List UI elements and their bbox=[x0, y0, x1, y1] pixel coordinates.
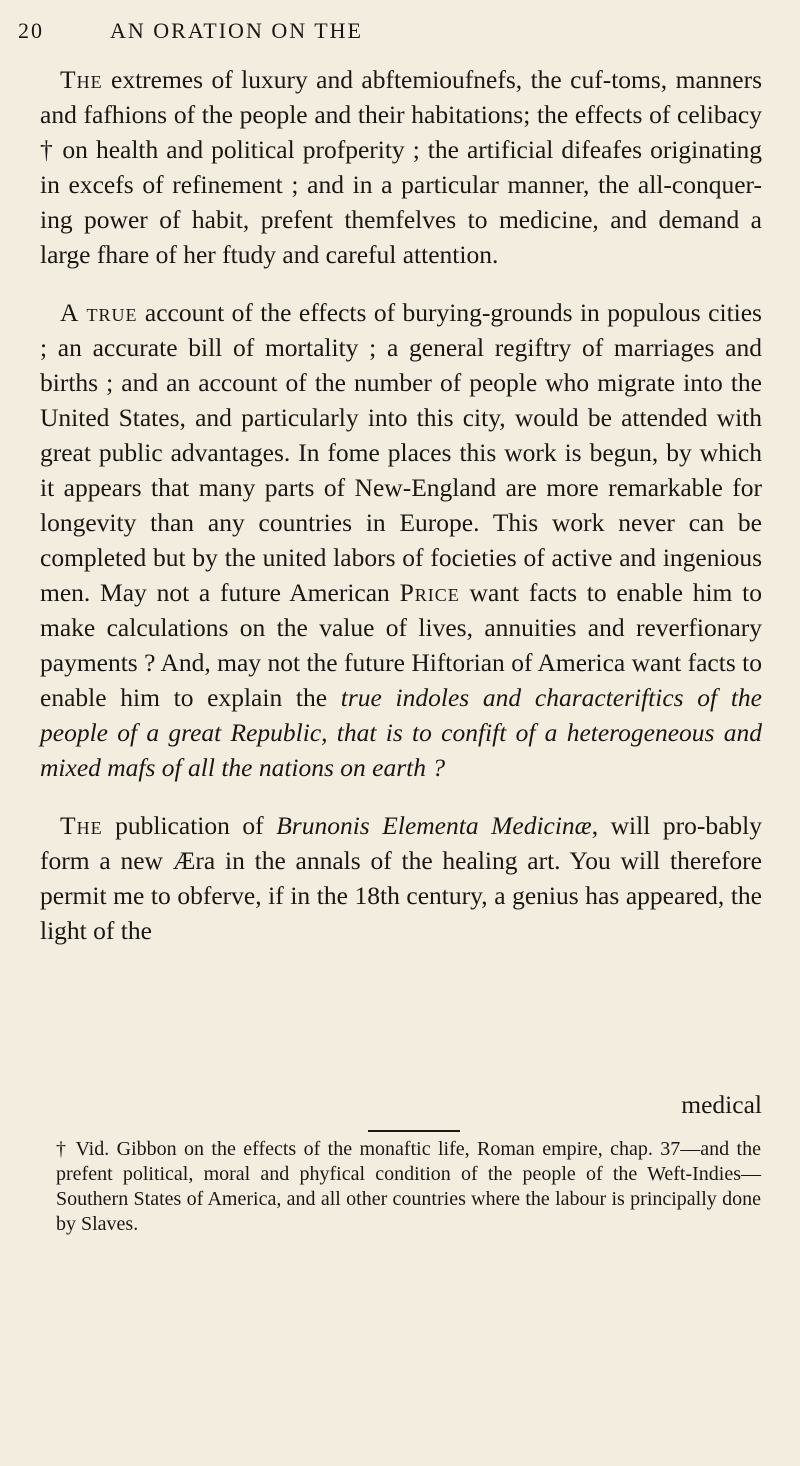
paragraph-1-text: extremes of luxury and abftemioufnefs, the cuf-toms, manners and fafhions of the people and their habitations; the effects of celibacy † on health and political profperity ; the artificial difeafes originating in excefs of refinement ; and in a particular manner, the all-conquer-ing power of habit, prefent themfelves to medicine, and demand a large fhare of her ftudy and careful attention. bbox=[40, 65, 762, 269]
paragraph-3 bbox=[40, 808, 762, 948]
paragraph-3-text-b: , will pro-bably form a new Æra in the annals of the healing art. You will therefore permit me to obferve, if in the 18th century, a genius has appeared, the light of the bbox=[40, 811, 762, 945]
paragraph-2-lead: A true bbox=[60, 298, 138, 327]
running-title: AN ORATION ON THE bbox=[110, 18, 363, 43]
paragraph-1 bbox=[40, 62, 762, 272]
page-header bbox=[18, 18, 800, 50]
footnote-divider bbox=[368, 1130, 460, 1132]
paragraph-3-text-a: publication of bbox=[102, 811, 277, 840]
body-text bbox=[40, 62, 762, 971]
paragraph-3-italic: Brunonis Elementa Medicinæ bbox=[276, 811, 592, 840]
paragraph-3-lead: The bbox=[60, 811, 103, 840]
page-number: 20 bbox=[18, 18, 44, 43]
paragraph-2-text-b: want facts to enable him to make calculations on the value of lives, annuities and reverfionary payments ? And, may not the future Hiftorian of America want facts to enable him to explain the bbox=[40, 578, 762, 712]
paragraph-1-lead: The bbox=[60, 65, 103, 94]
price-name: Price bbox=[399, 578, 460, 607]
paragraph-2-italic: true indoles and characteriftics of the people of a great Republic, that is to confift of a heterogeneous and mixed mafs of all the nations on earth ? bbox=[40, 683, 762, 782]
footnote: † Vid. Gibbon on the effects of the monaftic life, Roman empire, chap. 37—and the prefent political, moral and phyfical condition of the people of the Weft-Indies—Southern States of America, and all other countries where the labour is principally done by Slaves. bbox=[56, 1138, 761, 1235]
paragraph-2 bbox=[40, 295, 762, 785]
catchword: medical bbox=[681, 1090, 762, 1119]
paragraph-2-text-a: account of the effects of burying-grounds in populous cities ; an accurate bill of mortality ; a general regiftry of marriages and births ; and an account of the number of people who migrate into the United States, and particularly into this city, would be attended with great public advantages. In fome places this work is begun, by which it appears that many parts of New-England are more remarkable for longevity than any countries in Europe. This work never can be completed but by the united labors of focieties of active and ingenious men. May not a future American bbox=[40, 298, 762, 607]
